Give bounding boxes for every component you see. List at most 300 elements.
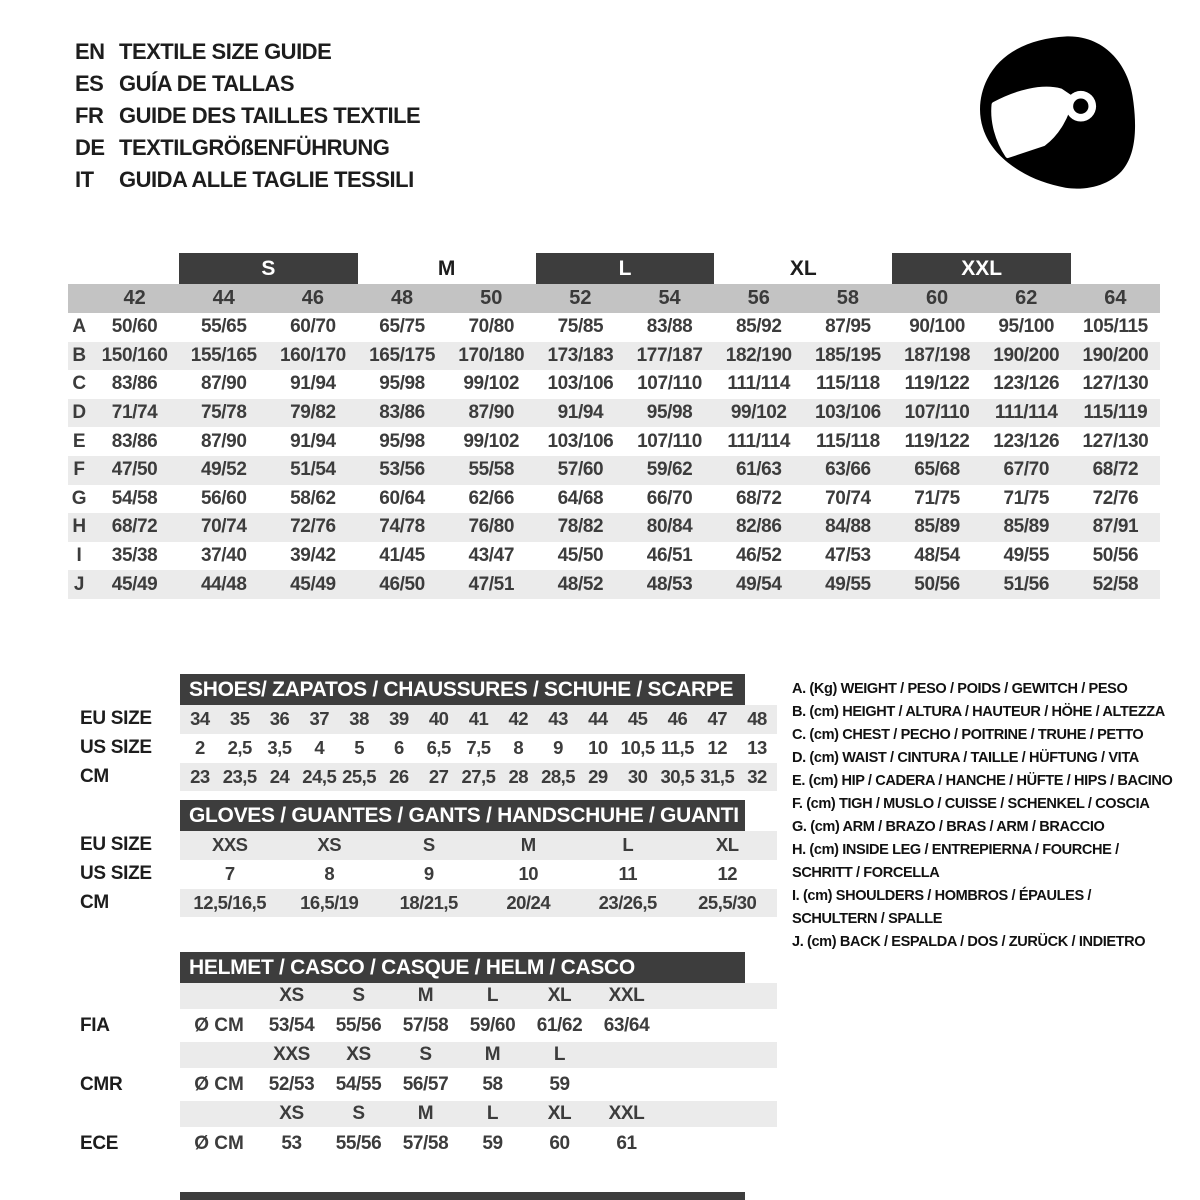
helmet-size-table: [80, 952, 777, 1160]
size-value-cell: XS: [317, 834, 342, 856]
size-value-cell: 155/165: [190, 344, 257, 366]
size-value-cell: 68/72: [111, 516, 158, 538]
size-value-cell: 46: [667, 708, 688, 730]
size-value-cell: 103/106: [547, 430, 614, 452]
row-cells: [180, 1127, 777, 1160]
size-value-cell: 84/88: [825, 516, 871, 538]
size-value-cell: 111/114: [727, 373, 791, 395]
size-value-cell: 83/88: [646, 316, 693, 338]
size-value-cell: 10,5: [620, 737, 655, 759]
size-value-cell: 187/198: [904, 344, 971, 366]
measure-letter: C: [72, 373, 86, 395]
size-value-cell: 95/98: [379, 373, 425, 395]
helmet-size-cell: L: [486, 1103, 499, 1124]
row-label: US SIZE: [80, 863, 152, 885]
size-value-cell: 2,5: [227, 737, 252, 759]
size-group-xxl: XXL: [892, 253, 1070, 284]
size-value-cell: 115/118: [816, 373, 880, 395]
size-group-xl: XL: [789, 257, 817, 280]
size-value-cell: 50/56: [914, 573, 960, 595]
size-value-cell: 150/160: [101, 344, 168, 366]
helmet-size-cell: XS: [346, 1044, 371, 1065]
size-value-cell: 115/119: [1083, 402, 1148, 424]
size-value-cell: 90/100: [909, 316, 965, 338]
size-value-cell: 190/200: [993, 344, 1060, 366]
language-row: [75, 164, 420, 196]
legend-line: F. (cm) TIGH / MUSLO / CUISSE / SCHENKEL / COSCIA: [792, 795, 1150, 812]
size-value-cell: 3,5: [267, 737, 292, 759]
shoes-row: [80, 763, 777, 792]
size-value-cell: 25,5/30: [698, 891, 757, 913]
language-title: GUIDA ALLE TAGLIE TESSILI: [119, 167, 414, 192]
shoes-header: [80, 674, 777, 705]
language-code: FR: [75, 103, 104, 128]
size-groups-row: [68, 253, 1160, 284]
size-value-cell: 40: [428, 708, 449, 730]
shoes-title: SHOES/ ZAPATOS / CHAUSSURES / SCHUHE / SCARPE: [180, 674, 745, 705]
size-value-cell: 83/86: [379, 402, 425, 424]
size-table-row: [68, 342, 1160, 371]
helmet-size-cell: XL: [547, 985, 572, 1006]
standard-label: CMR: [80, 1073, 123, 1095]
size-table-row: [68, 570, 1160, 599]
size-value-cell: 111/114: [727, 430, 791, 452]
size-value-cell: 107/110: [637, 430, 702, 452]
size-value-cell: L: [622, 834, 634, 856]
helmet-value-cell: 57/58: [402, 1014, 449, 1036]
size-value-cell: 48/54: [914, 545, 960, 567]
row-cells: [180, 1042, 777, 1068]
size-table-row: [68, 399, 1160, 428]
size-value-cell: 18/21,5: [399, 891, 458, 913]
size-table-row: [68, 370, 1160, 399]
row-cells: [180, 889, 777, 918]
textile-size-table: [68, 253, 1160, 599]
helmet-size-cell: L: [553, 1044, 566, 1065]
size-value-cell: 32: [747, 765, 767, 787]
size-value-cell: 31,5: [700, 765, 735, 787]
size-value-cell: 51/54: [290, 459, 336, 481]
size-value-cell: 23,5: [222, 765, 257, 787]
size-value-cell: 51/56: [1003, 573, 1050, 595]
helmet-values-row: [80, 1127, 777, 1160]
helmet-size-cell: M: [484, 1044, 501, 1065]
size-value-cell: 87/90: [468, 402, 515, 424]
size-value-cell: 165/175: [369, 344, 436, 366]
size-number-cell: 60: [925, 287, 949, 309]
size-value-cell: 177/187: [636, 344, 703, 366]
language-code: ES: [75, 71, 104, 96]
size-value-cell: 10: [588, 737, 608, 759]
helmet-size-cell: L: [486, 985, 499, 1006]
measurement-legend: [792, 677, 1172, 953]
size-value-cell: 29: [588, 765, 608, 787]
helmet-size-cell: XXL: [608, 985, 645, 1006]
language-code: EN: [75, 39, 105, 64]
size-value-cell: 50/60: [111, 316, 158, 338]
legend-line: SCHRITT / FORCELLA: [792, 864, 940, 881]
helmet-value-cell: 57/58: [402, 1132, 449, 1154]
size-value-cell: 45/49: [111, 573, 158, 595]
size-number-cell: 56: [747, 287, 770, 309]
size-value-cell: 47/51: [468, 573, 515, 595]
size-value-cell: 12: [707, 737, 728, 759]
size-value-cell: 11,5: [660, 737, 694, 759]
size-value-cell: 41: [468, 708, 489, 730]
measure-letter: D: [72, 402, 86, 424]
size-value-cell: 80/84: [646, 516, 693, 538]
gloves-title: GLOVES / GUANTES / GANTS / HANDSCHUHE / GUANTI: [180, 800, 745, 831]
size-value-cell: 107/110: [904, 402, 970, 424]
diameter-label: Ø CM: [194, 1014, 244, 1036]
helmet-value-cell: 63/64: [603, 1014, 650, 1036]
size-value-cell: 47: [707, 708, 728, 730]
size-value-cell: 173/183: [547, 344, 614, 366]
language-title: TEXTILGRÖßENFÜHRUNG: [119, 135, 390, 160]
language-title-list: [75, 36, 420, 196]
row-label: EU SIZE: [80, 834, 152, 856]
legend-line: I. (cm) SHOULDERS / HOMBROS / ÉPAULES /: [792, 887, 1092, 904]
size-value-cell: 123/126: [993, 373, 1060, 395]
size-value-cell: 52/58: [1092, 573, 1139, 595]
helmet-size-cell: XXS: [273, 1044, 310, 1065]
helmet-value-cell: 55/56: [335, 1132, 382, 1154]
gloves-row: [80, 831, 777, 860]
size-value-cell: 99/102: [463, 373, 520, 395]
racing-helmet-icon: [972, 28, 1142, 198]
size-value-cell: 23/26,5: [598, 891, 657, 913]
size-value-cell: 45/50: [557, 545, 604, 567]
header-spacer: [80, 952, 180, 983]
size-value-cell: 55/58: [468, 459, 515, 481]
size-value-cell: 95/98: [646, 402, 693, 424]
row-cells: [180, 734, 777, 763]
helmet-header: [80, 952, 777, 983]
legend-line: A. (Kg) WEIGHT / PESO / POIDS / GEWITCH / PESO: [792, 680, 1128, 697]
size-value-cell: 56/60: [200, 487, 247, 509]
size-value-cell: 13: [747, 737, 767, 759]
size-value-cell: 119/122: [904, 373, 970, 395]
size-number-cell: 42: [123, 287, 146, 309]
size-value-cell: 72/76: [1092, 487, 1139, 509]
helmet-size-cell: M: [417, 1103, 434, 1124]
diameter-label: Ø CM: [194, 1132, 244, 1154]
size-value-cell: 34: [190, 708, 210, 730]
size-value-cell: 55/65: [200, 316, 247, 338]
legend-line: E. (cm) HIP / CADERA / HANCHE / HÜFTE / HIPS / BACINO: [792, 772, 1173, 789]
size-value-cell: 99/102: [463, 430, 520, 452]
size-value-cell: 46/52: [735, 545, 782, 567]
measure-letter: G: [71, 487, 87, 509]
helmet-size-cell: XXL: [608, 1103, 645, 1124]
size-value-cell: 85/89: [914, 516, 960, 538]
legend-line: B. (cm) HEIGHT / ALTURA / HAUTEUR / HÖHE / ALTEZZA: [792, 703, 1165, 720]
size-value-cell: 45/49: [290, 573, 336, 595]
size-value-cell: 78/82: [557, 516, 604, 538]
size-value-cell: 12,5/16,5: [193, 891, 267, 913]
helmet-size-cell: XS: [279, 985, 304, 1006]
helmet-values-row: [80, 1068, 777, 1101]
size-value-cell: 95/100: [998, 316, 1055, 338]
helmet-value-cell: 56/57: [402, 1073, 449, 1095]
size-value-cell: 127/130: [1082, 430, 1149, 452]
row-label: EU SIZE: [80, 708, 152, 730]
header-spacer: [80, 800, 180, 831]
size-value-cell: 27,5: [461, 765, 496, 787]
size-value-cell: 49/55: [825, 573, 871, 595]
helmet-value-cell: 60: [549, 1132, 570, 1154]
size-value-cell: 5: [354, 737, 364, 759]
size-value-cell: 28,5: [541, 765, 576, 787]
size-value-cell: 75/78: [200, 402, 247, 424]
helmet-size-cell: S: [419, 1044, 432, 1065]
language-title: TEXTILE SIZE GUIDE: [119, 39, 332, 64]
standard-label: ECE: [80, 1132, 119, 1154]
size-value-cell: 87/90: [200, 430, 247, 452]
size-value-cell: 111/114: [994, 402, 1058, 424]
size-value-cell: 67/70: [1003, 459, 1050, 481]
size-value-cell: 170/180: [458, 344, 525, 366]
size-value-cell: 72/76: [290, 516, 336, 538]
helmet-value-cell: 59/60: [469, 1014, 516, 1036]
legend-line: C. (cm) CHEST / PECHO / POITRINE / TRUHE / PETTO: [792, 726, 1144, 743]
legend-line: H. (cm) INSIDE LEG / ENTREPIERNA / FOURCHE /: [792, 841, 1119, 858]
size-value-cell: 23: [190, 765, 210, 787]
helmet-value-cell: 54/55: [335, 1073, 382, 1095]
helmet-value-cell: 53: [281, 1132, 302, 1154]
size-value-cell: 70/74: [825, 487, 871, 509]
helmet-value-cell: 52/53: [268, 1073, 315, 1095]
legend-line: SCHULTERN / SPALLE: [792, 910, 943, 927]
size-value-cell: 11: [618, 863, 638, 885]
row-label: CM: [80, 891, 109, 913]
legend-line: J. (cm) BACK / ESPALDA / DOS / ZURÜCK / INDIETRO: [792, 933, 1146, 950]
size-value-cell: 91/94: [290, 373, 336, 395]
size-table-row: [68, 456, 1160, 485]
size-table-row: [68, 542, 1160, 571]
size-group-m: M: [437, 257, 456, 280]
size-numbers-row: [68, 284, 1160, 313]
size-value-cell: 85/92: [735, 316, 782, 338]
size-value-cell: 61/63: [735, 459, 782, 481]
size-value-cell: 53/56: [379, 459, 425, 481]
measure-letter: I: [76, 545, 82, 567]
size-value-cell: 37: [309, 708, 330, 730]
size-value-cell: 35: [229, 708, 250, 730]
size-value-cell: 60/70: [290, 316, 336, 338]
size-value-cell: 8: [324, 863, 335, 885]
size-value-cell: 48: [747, 708, 767, 730]
size-value-cell: 70/74: [200, 516, 247, 538]
size-value-cell: 43: [548, 708, 568, 730]
size-value-cell: 39: [389, 708, 409, 730]
helmet-value-cell: 53/54: [268, 1014, 315, 1036]
shoes-row: [80, 734, 777, 763]
size-value-cell: 68/72: [735, 487, 782, 509]
size-value-cell: 119/122: [904, 430, 970, 452]
size-value-cell: 48/52: [557, 573, 604, 595]
size-value-cell: 103/106: [547, 373, 614, 395]
size-value-cell: 6: [393, 737, 404, 759]
helmet-size-cell: S: [352, 1103, 365, 1124]
language-title: GUÍA DE TALLAS: [119, 71, 295, 96]
shoes-size-table: [80, 674, 777, 791]
diameter-label: Ø CM: [194, 1073, 244, 1095]
helmet-title: HELMET / CASCO / CASQUE / HELM / CASCO: [180, 952, 745, 983]
size-value-cell: 49/54: [735, 573, 782, 595]
size-value-cell: 64/68: [557, 487, 604, 509]
size-value-cell: 38: [349, 708, 369, 730]
size-value-cell: 9: [553, 737, 563, 759]
measure-letter: J: [73, 573, 85, 595]
row-cells: [180, 1068, 777, 1101]
size-value-cell: 127/130: [1082, 373, 1149, 395]
size-value-cell: 47/53: [825, 545, 871, 567]
language-title: GUIDE DES TAILLES TEXTILE: [119, 103, 421, 128]
helmet-size-cell: S: [352, 985, 365, 1006]
size-value-cell: 46/50: [379, 573, 425, 595]
size-value-cell: 27: [428, 765, 449, 787]
size-value-cell: 36: [269, 708, 290, 730]
size-value-cell: 37/40: [200, 545, 247, 567]
size-value-cell: 107/110: [637, 373, 702, 395]
size-value-cell: 44/48: [200, 573, 247, 595]
size-number-cell: 48: [390, 287, 414, 309]
gloves-row: [80, 889, 777, 918]
size-value-cell: 103/106: [814, 402, 881, 424]
size-group-l: L: [536, 253, 714, 284]
language-code: DE: [75, 135, 105, 160]
size-value-cell: 63/66: [825, 459, 871, 481]
size-value-cell: XXS: [211, 834, 248, 856]
size-table-row: [68, 513, 1160, 542]
helmet-value-cell: 59: [482, 1132, 503, 1154]
helmet-size-cell: M: [417, 985, 434, 1006]
size-value-cell: 16,5/19: [300, 891, 359, 913]
size-value-cell: 49/55: [1003, 545, 1050, 567]
cropped-section-bar: [180, 1192, 745, 1200]
size-table-row: [68, 485, 1160, 514]
size-value-cell: 7: [224, 863, 235, 885]
row-cells: [180, 763, 777, 792]
size-value-cell: 91/94: [557, 402, 604, 424]
size-value-cell: 65/75: [379, 316, 425, 338]
helmet-sizes-row: [80, 1101, 777, 1127]
row-cells: [180, 831, 777, 860]
size-value-cell: 48/53: [646, 573, 693, 595]
size-number-cell: 54: [658, 287, 681, 309]
size-value-cell: 10: [518, 863, 539, 885]
measure-letter: H: [72, 516, 86, 538]
size-value-cell: 160/170: [279, 344, 346, 366]
size-value-cell: 35/38: [111, 545, 158, 567]
legend-line: D. (cm) WAIST / CINTURA / TAILLE / HÜFTUNG / VITA: [792, 749, 1139, 766]
gloves-row: [80, 860, 777, 889]
size-value-cell: 28: [508, 765, 529, 787]
size-value-cell: 62/66: [468, 487, 515, 509]
size-number-cell: 58: [836, 287, 860, 309]
size-value-cell: 44: [588, 708, 608, 730]
size-value-cell: 182/190: [725, 344, 792, 366]
size-value-cell: 12: [717, 863, 738, 885]
size-value-cell: M: [520, 834, 536, 856]
size-value-cell: 87/90: [200, 373, 247, 395]
size-value-cell: 87/91: [1092, 516, 1139, 538]
row-cells: [180, 1101, 777, 1127]
measure-letter: F: [73, 459, 85, 481]
size-value-cell: 45: [627, 708, 648, 730]
helmet-sizes-row: [80, 1042, 777, 1068]
size-value-cell: 30: [627, 765, 648, 787]
size-value-cell: 7,5: [466, 737, 491, 759]
size-number-cell: 62: [1015, 287, 1038, 309]
size-value-cell: 190/200: [1082, 344, 1149, 366]
size-value-cell: 70/80: [468, 316, 515, 338]
size-number-cell: 44: [212, 287, 235, 309]
size-value-cell: 20/24: [506, 891, 551, 913]
measure-letter: E: [72, 430, 86, 452]
helmet-value-cell: 61/62: [536, 1014, 583, 1036]
size-value-cell: 87/95: [825, 316, 871, 338]
language-row: [75, 68, 420, 100]
size-value-cell: 66/70: [646, 487, 693, 509]
size-value-cell: 24: [269, 765, 290, 787]
size-value-cell: 185/195: [814, 344, 881, 366]
size-value-cell: S: [422, 834, 435, 856]
size-number-cell: 64: [1104, 287, 1127, 309]
size-value-cell: 71/75: [914, 487, 960, 509]
size-number-cell: 50: [480, 287, 503, 309]
language-row: [75, 132, 420, 164]
size-value-cell: 60/64: [379, 487, 425, 509]
size-value-cell: 83/86: [111, 373, 158, 395]
helmet-sizes-row: [80, 983, 777, 1009]
size-value-cell: 99/102: [730, 402, 787, 424]
size-value-cell: 59/62: [646, 459, 693, 481]
size-value-cell: 71/74: [111, 402, 158, 424]
size-value-cell: 95/98: [379, 430, 425, 452]
header-spacer: [80, 674, 180, 705]
size-value-cell: 25,5: [342, 765, 377, 787]
size-value-cell: 76/80: [468, 516, 515, 538]
size-value-cell: 71/75: [1003, 487, 1050, 509]
size-value-cell: 9: [423, 863, 434, 885]
size-value-cell: 30,5: [660, 765, 695, 787]
row-cells: [180, 860, 777, 889]
size-value-cell: 75/85: [557, 316, 604, 338]
size-value-cell: 105/115: [1082, 316, 1148, 338]
size-value-cell: 8: [513, 737, 524, 759]
size-table-row: [68, 313, 1160, 342]
size-value-cell: 68/72: [1092, 459, 1139, 481]
row-cells: [180, 983, 777, 1009]
size-value-cell: 58/62: [290, 487, 336, 509]
size-value-cell: 83/86: [111, 430, 158, 452]
language-row: [75, 100, 420, 132]
size-value-cell: 26: [389, 765, 409, 787]
size-value-cell: 54/58: [111, 487, 158, 509]
helmet-values-row: [80, 1009, 777, 1042]
helmet-value-cell: 55/56: [335, 1014, 382, 1036]
measure-letter: B: [72, 344, 86, 366]
size-value-cell: 4: [314, 737, 325, 759]
size-value-cell: 41/45: [379, 545, 425, 567]
size-value-cell: 85/89: [1003, 516, 1050, 538]
shoes-row: [80, 705, 777, 734]
size-number-cell: 52: [569, 287, 592, 309]
standard-label: FIA: [80, 1014, 110, 1036]
row-label: US SIZE: [80, 737, 152, 759]
